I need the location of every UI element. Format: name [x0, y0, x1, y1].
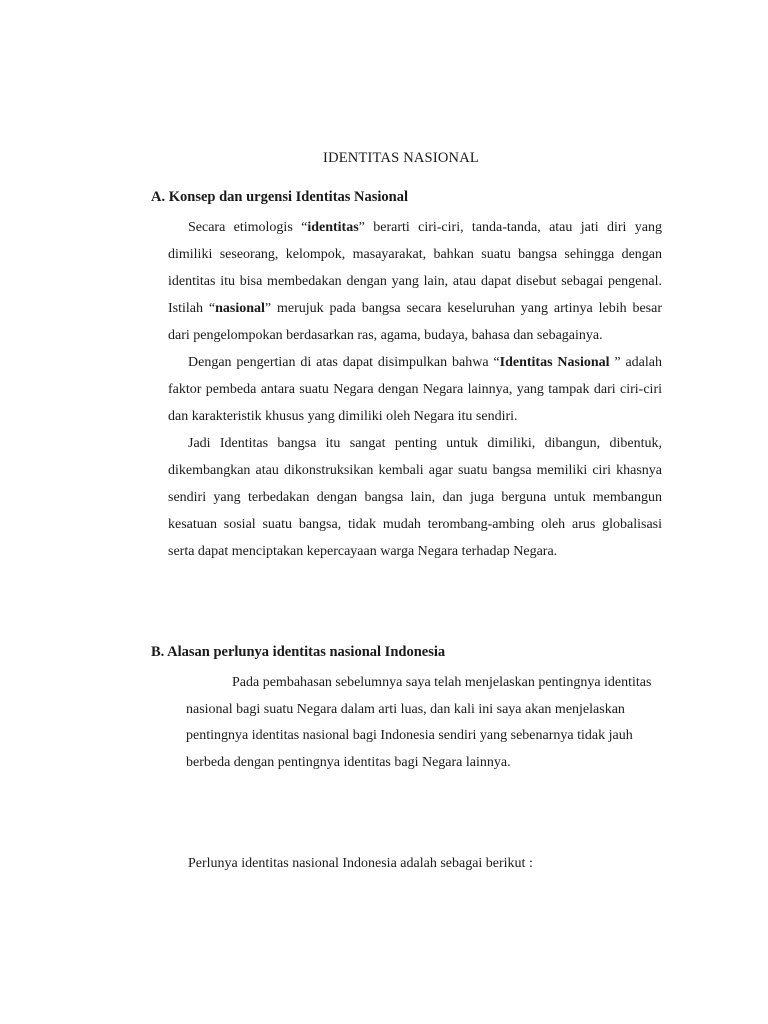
paragraph: Jadi Identitas bangsa itu sangat penting untuk dimiliki, dibangun, dibentuk, dikembangkan atau dikonstruksikan kembali agar suatu bangsa memiliki ciri khasnya sendiri yang terbedakan dengan bangsa lain, dan juga berguna untuk membangun kesatuan sosial suatu bangsa, tidak mudah terombang-ambing oleh arus globalisasi serta dapat menciptakan kepercayaan warga Negara terhadap Negara.: [168, 436, 662, 559]
section-b-heading: B. Alasan perlunya identitas nasional Indonesia: [151, 644, 446, 660]
keyword-identitas: identitas: [307, 220, 359, 235]
text-run: Dengan pengertian di atas dapat disimpulkan bahwa “: [188, 355, 500, 370]
text-run: Secara etimologis “: [188, 220, 308, 235]
text-run: ” berarti ciri-ciri, tanda-tanda, atau jati diri yang dimiliki seseorang, kelompok, masayarakat, bahkan suatu bangsa sehingga dengan identitas itu bisa membedakan dengan yang lain, atau dapat disebut sebagai pengenal. Istilah “: [168, 220, 662, 316]
text-run: ” adalah faktor pembeda antara suatu Negara dengan Negara lainnya, yang tampak dari ciri-ciri dan karakteristik khusus yang dimiliki oleh Negara itu sendiri.: [168, 355, 662, 424]
keyword-nasional: nasional: [215, 301, 265, 316]
section-b-body: [186, 670, 658, 776]
paragraph: [168, 349, 662, 430]
text-run: ” merujuk pada bangsa secara keseluruhan yang artinya lebih besar dari pengelompokan berdasarkan ras, agama, budaya, bahasa dan sebagainya.: [168, 301, 662, 343]
keyword-identitas-nasional: Identitas Nasional: [499, 355, 610, 370]
paragraph: Pada pembahasan sebelumnya saya telah menjelaskan pentingnya identitas nasional bagi suatu Negara dalam arti luas, dan kali ini saya akan menjelaskan pentingnya identitas nasional bagi Indonesia sendiri yang sebenarnya tidak jauh berbeda dengan pentingnya identitas bagi Negara lainnya.: [186, 675, 652, 770]
paragraph: [168, 214, 662, 349]
page-title: IDENTITAS NASIONAL: [323, 150, 479, 166]
closing-sentence: Perlunya identitas nasional Indonesia adalah sebagai berikut :: [188, 856, 533, 871]
section-a-body: [168, 214, 662, 565]
section-a-heading: A. Konsep dan urgensi Identitas Nasional: [151, 189, 409, 205]
